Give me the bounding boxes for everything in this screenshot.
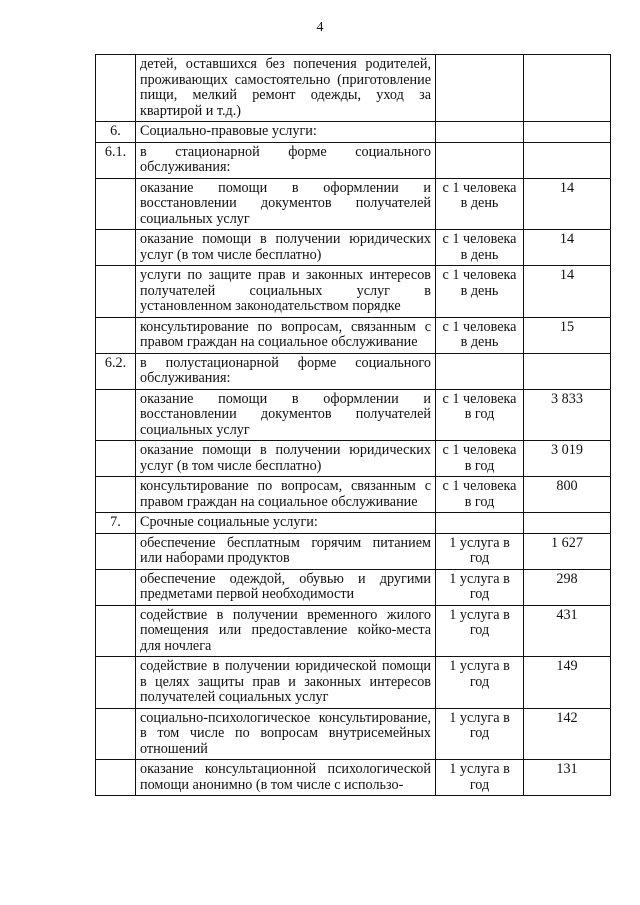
row-number-cell — [96, 760, 136, 796]
row-number-cell — [96, 569, 136, 605]
row-number-cell — [96, 178, 136, 230]
value-cell — [524, 353, 611, 389]
service-description-cell: оказание помощи в оформлении и восстановлении документов получателей социальных услуг — [136, 178, 436, 230]
table-row — [96, 441, 611, 477]
service-description-cell: оказание помощи в оформлении и восстановлении документов получателей социальных услуг — [136, 389, 436, 441]
row-number-cell: 6.2. — [96, 353, 136, 389]
service-description-cell: оказание консультационной психологической помощи анонимно (в том числе с использо- — [136, 760, 436, 796]
table-row — [96, 55, 611, 122]
value-cell: 3 019 — [524, 441, 611, 477]
row-number-cell — [96, 230, 136, 266]
row-number-cell — [96, 317, 136, 353]
unit-cell: 1 услуга в год — [436, 569, 524, 605]
service-description-cell: оказание помощи в получении юридических услуг (в том числе бесплатно) — [136, 441, 436, 477]
value-cell: 131 — [524, 760, 611, 796]
unit-cell: с 1 человека в год — [436, 389, 524, 441]
unit-cell: с 1 человека в год — [436, 441, 524, 477]
value-cell: 149 — [524, 657, 611, 709]
row-number-cell: 6. — [96, 122, 136, 143]
row-number-cell — [96, 708, 136, 760]
service-description-cell: в стационарной форме социального обслуживания: — [136, 142, 436, 178]
row-number-cell — [96, 441, 136, 477]
row-number-cell — [96, 55, 136, 122]
unit-cell: с 1 человека в день — [436, 266, 524, 318]
unit-cell — [436, 55, 524, 122]
table-row — [96, 389, 611, 441]
value-cell: 1 627 — [524, 533, 611, 569]
services-table — [95, 54, 611, 796]
value-cell — [524, 142, 611, 178]
value-cell: 15 — [524, 317, 611, 353]
row-number-cell — [96, 533, 136, 569]
table-row — [96, 178, 611, 230]
value-cell: 14 — [524, 230, 611, 266]
unit-cell — [436, 142, 524, 178]
table-row — [96, 605, 611, 657]
value-cell: 142 — [524, 708, 611, 760]
value-cell — [524, 513, 611, 534]
unit-cell: 1 услуга в год — [436, 657, 524, 709]
unit-cell: с 1 человека в год — [436, 477, 524, 513]
value-cell: 298 — [524, 569, 611, 605]
table-row — [96, 317, 611, 353]
unit-cell: с 1 человека в день — [436, 230, 524, 266]
row-number-cell: 7. — [96, 513, 136, 534]
table-row — [96, 657, 611, 709]
table-row — [96, 533, 611, 569]
unit-cell: с 1 человека в день — [436, 317, 524, 353]
service-description-cell: обеспечение бесплатным горячим питанием или наборами продуктов — [136, 533, 436, 569]
value-cell — [524, 122, 611, 143]
service-description-cell: социально-психологическое консультирование, в том числе по вопросам внутрисемейных отношений — [136, 708, 436, 760]
unit-cell — [436, 122, 524, 143]
table-row — [96, 353, 611, 389]
service-description-cell: Срочные социальные услуги: — [136, 513, 436, 534]
unit-cell: с 1 человека в день — [436, 178, 524, 230]
unit-cell — [436, 513, 524, 534]
table-row — [96, 230, 611, 266]
service-description-cell: содействие в получении юридической помощи в целях защиты прав и законных интересов получателей социальных услуг — [136, 657, 436, 709]
table-row — [96, 122, 611, 143]
table-row — [96, 569, 611, 605]
service-description-cell: консультирование по вопросам, связанным с правом граждан на социальное обслуживание — [136, 317, 436, 353]
value-cell: 3 833 — [524, 389, 611, 441]
service-description-cell: в полустационарной форме социального обслуживания: — [136, 353, 436, 389]
table-row — [96, 266, 611, 318]
value-cell: 14 — [524, 266, 611, 318]
table-row — [96, 477, 611, 513]
unit-cell: 1 услуга в год — [436, 708, 524, 760]
unit-cell — [436, 353, 524, 389]
service-description-cell: консультирование по вопросам, связанным с правом граждан на социальное обслуживание — [136, 477, 436, 513]
row-number-cell — [96, 657, 136, 709]
service-description-cell: детей, оставшихся без попечения родителей, проживающих самостоятельно (приготовление пищи, мелкий ремонт одежды, уход за квартирой и т.д.) — [136, 55, 436, 122]
value-cell: 14 — [524, 178, 611, 230]
page-number: 4 — [316, 20, 324, 35]
unit-cell: 1 услуга в год — [436, 760, 524, 796]
service-description-cell: оказание помощи в получении юридических услуг (в том числе бесплатно) — [136, 230, 436, 266]
value-cell: 431 — [524, 605, 611, 657]
unit-cell: 1 услуга в год — [436, 605, 524, 657]
table-row — [96, 760, 611, 796]
unit-cell: 1 услуга в год — [436, 533, 524, 569]
service-description-cell: содействие в получении временного жилого помещения или предоставление койко-места для ночлега — [136, 605, 436, 657]
value-cell — [524, 55, 611, 122]
row-number-cell — [96, 266, 136, 318]
row-number-cell — [96, 477, 136, 513]
table-row — [96, 708, 611, 760]
service-description-cell: услуги по защите прав и законных интересов получателей социальных услуг в установленном законодательством порядке — [136, 266, 436, 318]
row-number-cell: 6.1. — [96, 142, 136, 178]
row-number-cell — [96, 605, 136, 657]
table-row — [96, 142, 611, 178]
row-number-cell — [96, 389, 136, 441]
table-row — [96, 513, 611, 534]
service-description-cell: обеспечение одеждой, обувью и другими предметами первой необходимости — [136, 569, 436, 605]
value-cell: 800 — [524, 477, 611, 513]
service-description-cell: Социально-правовые услуги: — [136, 122, 436, 143]
